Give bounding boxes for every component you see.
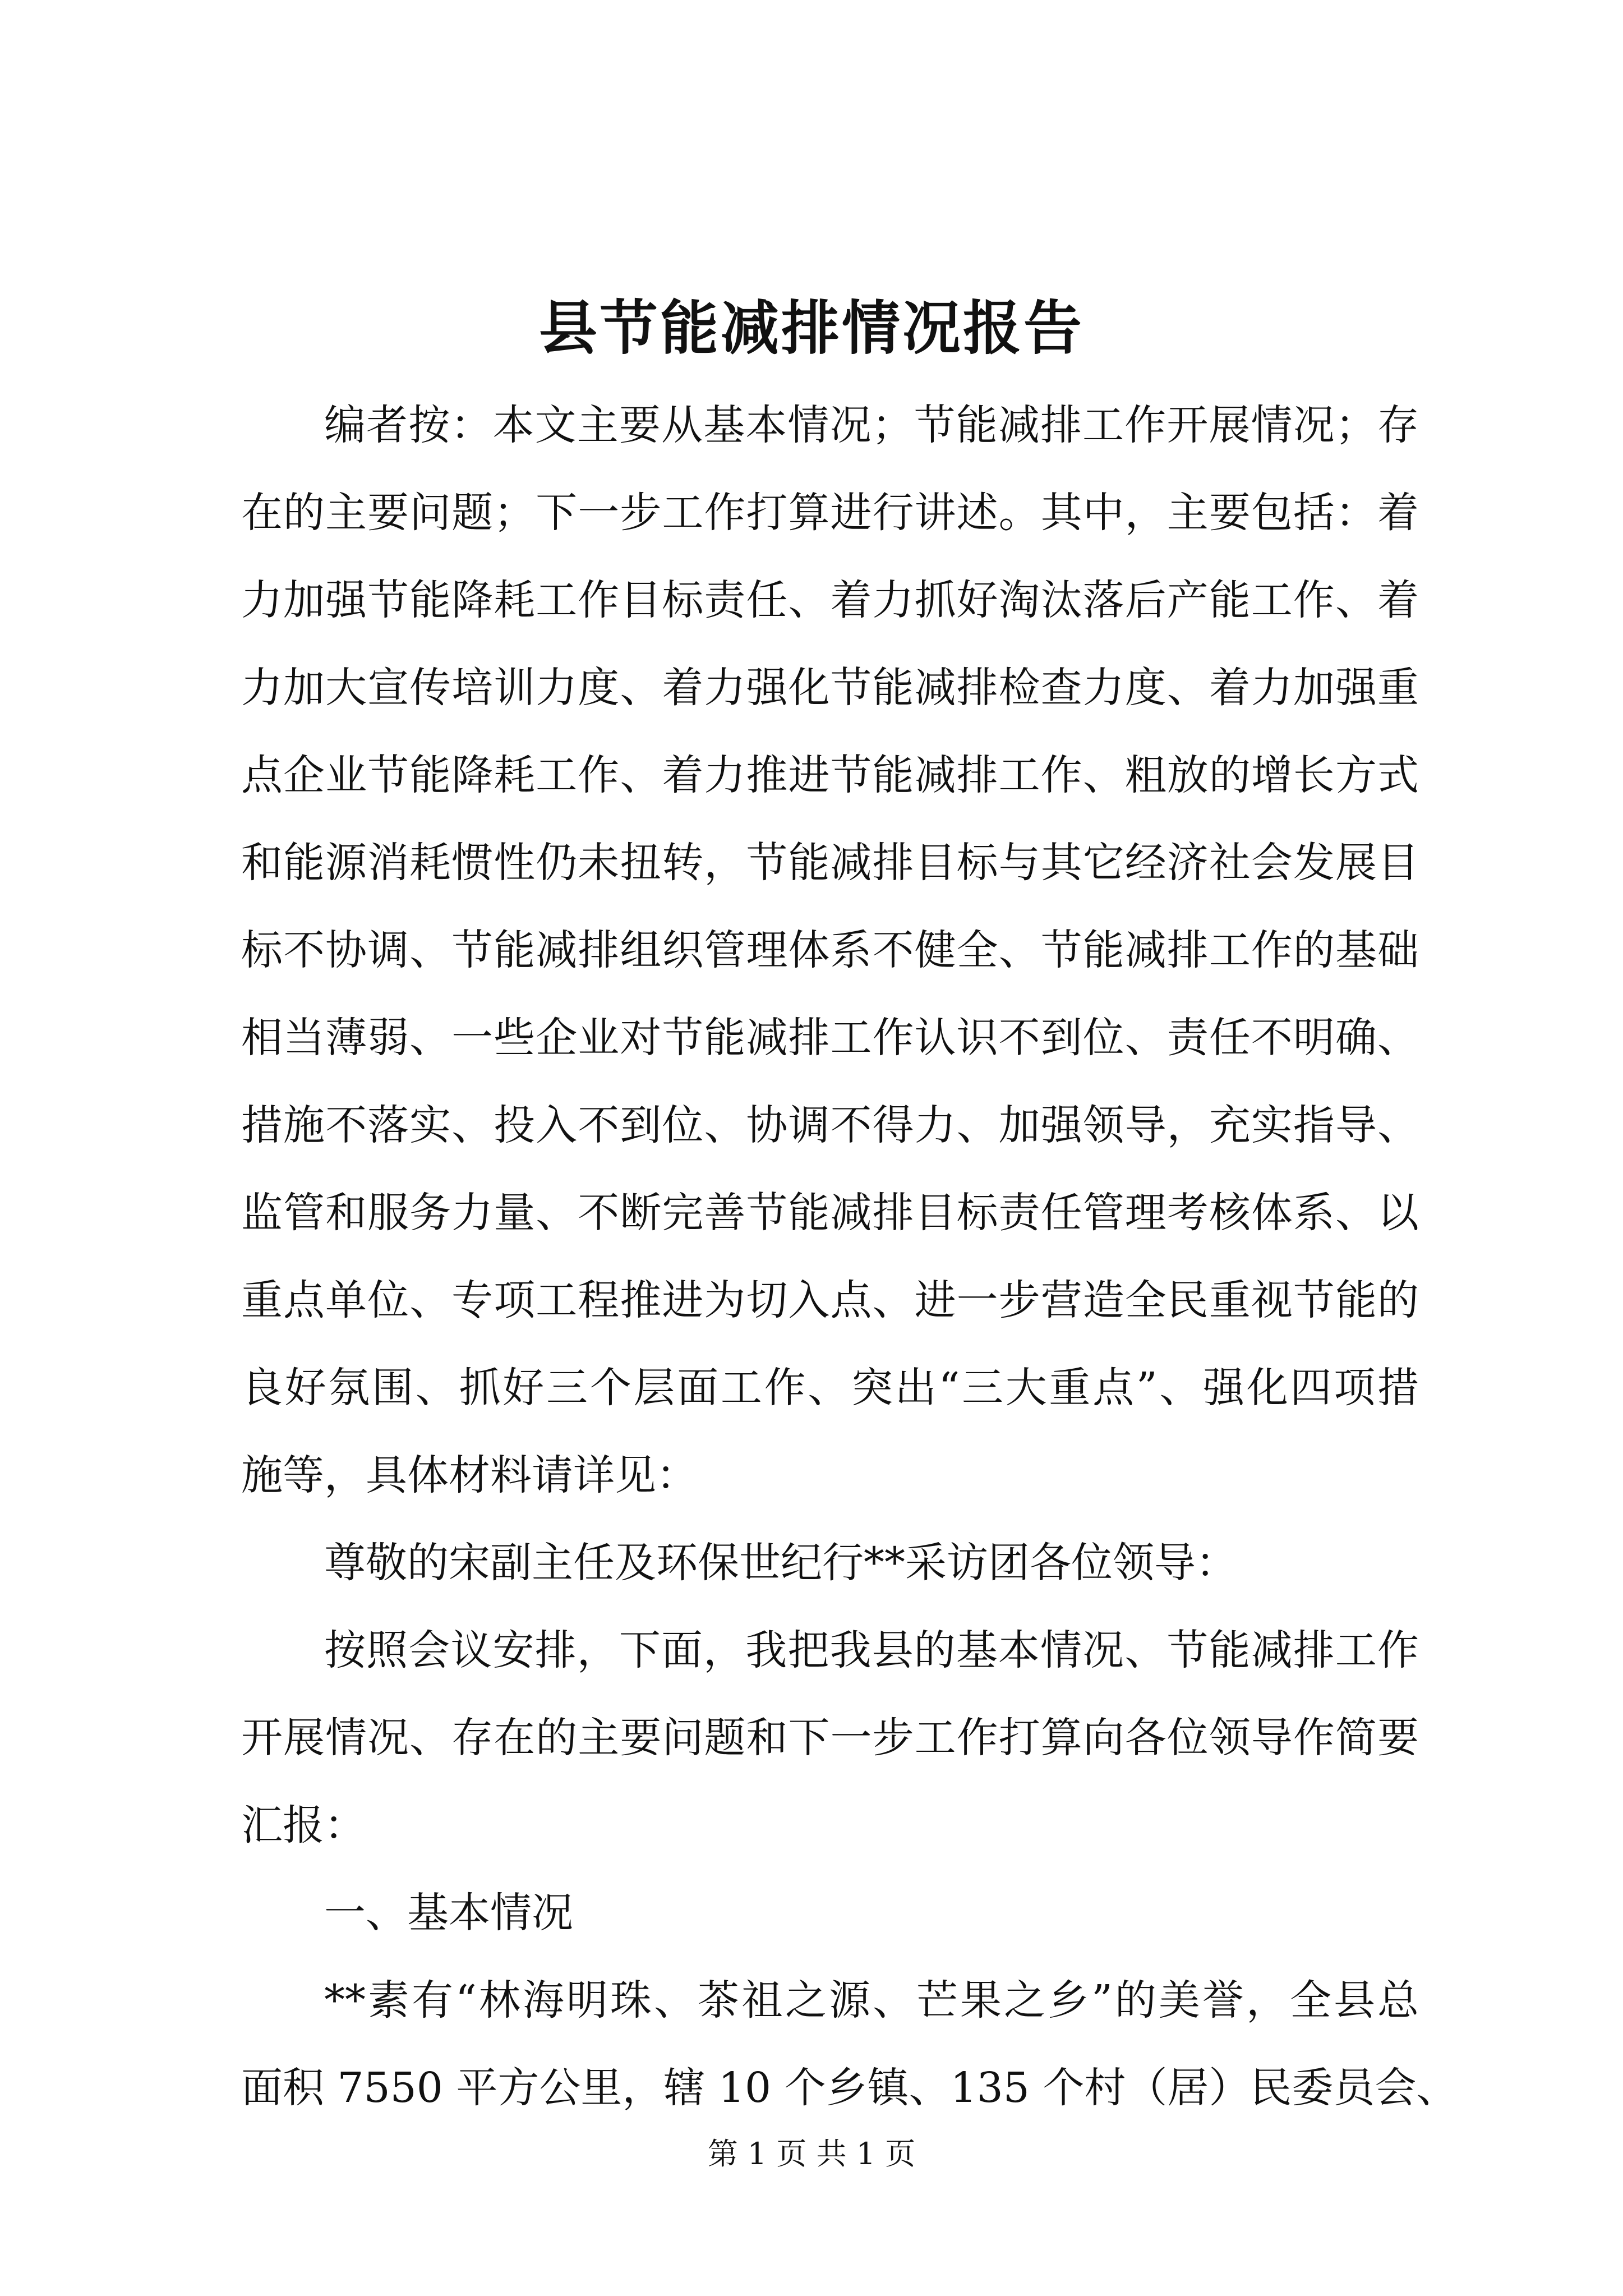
text-line: 良好氛围、抓好三个层面工作、突出“三大重点”、强化四项措	[241, 1364, 1419, 1412]
text-line: 面积 7550 平方公里，辖 10 个乡镇、135 个村（居）民委员会、	[241, 2064, 1458, 2112]
text-line: 开展情况、存在的主要问题和下一步工作打算向各位领导作简要	[241, 1714, 1419, 1762]
salutation-line: 尊敬的宋副主任及环保世纪行**采访团各位领导：	[324, 1539, 1237, 1587]
text-line: **素有“林海明珠、茶祖之源、芒果之乡”的美誉，全县总	[324, 1976, 1419, 2024]
text-line: 措施不落实、投入不到位、协调不得力、加强领导，充实指导、	[241, 1101, 1419, 1149]
text-line: 监管和服务力量、不断完善节能减排目标责任管理考核体系、以	[241, 1189, 1419, 1237]
text-line: 力加强节能降耗工作目标责任、着力抓好淘汰落后产能工作、着	[241, 576, 1419, 624]
text-line: 和能源消耗惯性仍未扭转，节能减排目标与其它经济社会发展目	[241, 839, 1419, 887]
text-line: 力加大宣传培训力度、着力强化节能减排检查力度、着力加强重	[241, 664, 1419, 712]
text-line: 重点单位、专项工程推进为切入点、进一步营造全民重视节能的	[241, 1276, 1419, 1324]
page-footer: 第 1 页 共 1 页	[707, 2136, 916, 2171]
text-line: 汇报：	[241, 1801, 366, 1849]
text-line: 施等，具体材料请详见：	[241, 1451, 698, 1499]
text-line: 标不协调、节能减排组织管理体系不健全、节能减排工作的基础	[241, 926, 1419, 974]
document-title: 县节能减排情况报告	[538, 293, 1084, 362]
section-heading: 一、基本情况	[324, 1889, 573, 1937]
text-line: 点企业节能降耗工作、着力推进节能减排工作、粗放的增长方式	[241, 751, 1419, 799]
text-line: 按照会议安排，下面，我把我县的基本情况、节能减排工作	[324, 1626, 1419, 1674]
document-body	[241, 381, 1458, 2132]
text-line: 编者按：本文主要从基本情况；节能减排工作开展情况；存	[324, 401, 1419, 449]
text-line: 相当薄弱、一些企业对节能减排工作认识不到位、责任不明确、	[241, 1014, 1419, 1062]
text-line: 在的主要问题；下一步工作打算进行讲述。其中，主要包括：着	[241, 489, 1419, 537]
